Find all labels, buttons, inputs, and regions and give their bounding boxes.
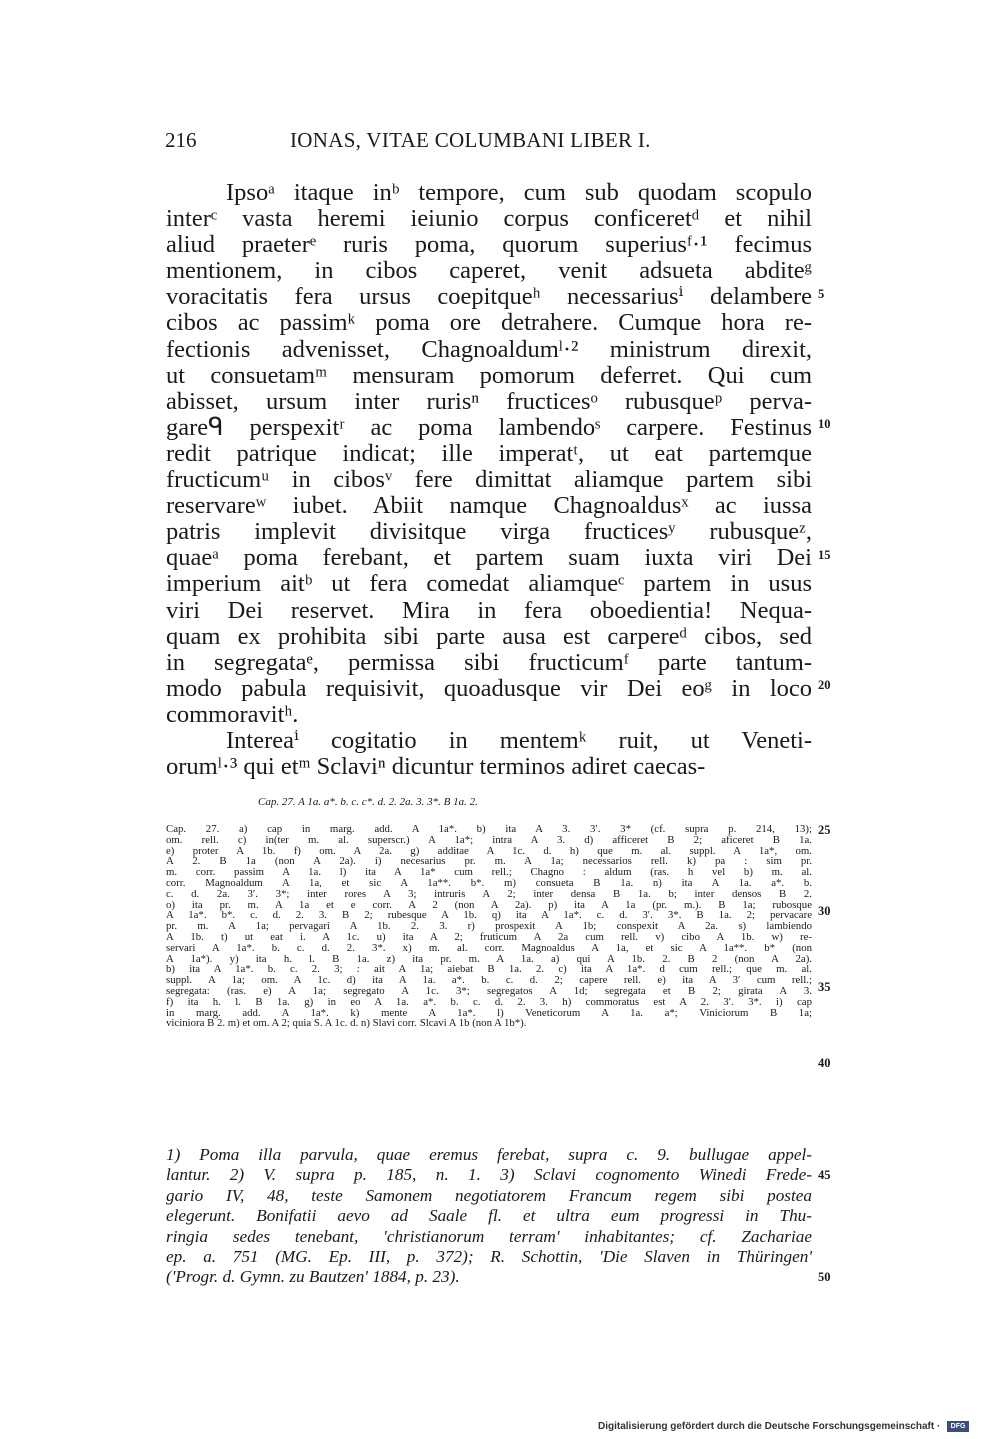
footnote-line: ringia sedes tenebant, 'christianorum terram' inhabitantes; cf. Zachariae xyxy=(166,1226,812,1246)
footnote-line: ep. a. 751 (MG. Ep. III, p. 372); R. Schottin, 'Die Slaven in Thüringen' xyxy=(166,1246,812,1266)
main-line: ut consuetamᵐ mensuram pomorum deferret. Qui cum xyxy=(166,361,812,389)
main-line: Ipsoᵃ itaque inᵇ tempore, cum sub quodam scopulo xyxy=(226,179,812,206)
main-line: modo pabula requisivit, quoadusque vir Dei eoᵍ in loco xyxy=(166,674,812,702)
line-number: 20 xyxy=(818,678,831,692)
manuscript-sigla: Cap. 27. A 1a. a*. b. c. c*. d. 2. 2a. 3. 3*. B 1a. 2. xyxy=(258,796,478,808)
main-line: interᶜ vasta heremi ieiunio corpus conficeretᵈ et nihil xyxy=(166,205,812,233)
main-line: gareᑫ perspexitʳ ac poma lambendoˢ carpere. Festinus xyxy=(166,413,812,441)
apparatus-line: f) ita h. l. B 1a. g) in eo A 1a. a*. b. c. d. 2. 3. h) commoratus est A 2. 3′. 3*. i) cap xyxy=(166,995,812,1008)
main-text-block xyxy=(166,180,812,780)
line-number: 30 xyxy=(818,904,831,918)
apparatus-line: segregata: (ras. e) A 1a; segregato A 1c. 3*; segregatos A 1d; segregata et B 2; girata A 3. xyxy=(166,984,812,997)
apparatus-line: A 1b. t) ut eat i. A 1c. u) ita A 2; fruticum A 2a cum rell. v) cibo A 1b. w) re- xyxy=(166,930,812,943)
line-number: 35 xyxy=(818,980,831,994)
line-number: 15 xyxy=(818,548,831,562)
apparatus-line: A 2. B 1a (non A 2a). i) necesarius pr. m. A 1a; necessarios rell. k) pa : sim pr. xyxy=(166,855,812,868)
page-number: 216 xyxy=(165,128,197,152)
footnote-line: ('Progr. d. Gymn. zu Bautzen' 1884, p. 23). xyxy=(166,1267,460,1287)
apparatus-line: pr. m. A 1a; pervagari A 1b. 2. 3. r) prospexit A 1b; conspexit A 2a. s) lambiendo xyxy=(166,920,812,933)
line-number: 25 xyxy=(818,823,831,837)
main-line: viri Dei reservet. Mira in fera oboedientia! Nequa- xyxy=(166,596,812,624)
main-line: aliud praeterᵉ ruris poma, quorum superiusᶠ·¹ fecimus xyxy=(166,231,812,259)
apparatus-line: suppl. A 1a; om. A 1c. d) ita A 1a. a*. b. c. d. 2; capere rell. e) ita A 3′ cum rell.; xyxy=(166,974,812,987)
apparatus-line: corr. Magnoaldum A 1a, et sic A 1a**. b*. m) consueta B 1a. n) ita A 1a. a*. b. xyxy=(166,876,812,889)
footnote-line: elegerunt. Bonifatii aevo ad Saale fl. et ultra eum progressi in Thu- xyxy=(166,1206,812,1226)
apparatus-line: viciniora B 2. m) et om. A 2; quia S. A 1c. d. n) Slavi corr. Slcavi A 1b (non A 1b*). xyxy=(166,1017,527,1030)
main-line: imperium aitᵇ ut fera comedat aliamqueᶜ partem in usus xyxy=(166,570,812,598)
apparatus-line: b) ita A 1a*. b. c. 2. 3; : ait A 1a; aiebat B 1a. 2. c) ita A 1a*. d cum rell.; que m. al. xyxy=(166,963,812,976)
apparatus-line: in marg. add. A 1a*. k) mente A 1a*. l) Veneticorum A 1a. a*; Viniciorum B 1a; xyxy=(166,1006,812,1019)
main-line: quam ex prohibita sibi parte ausa est carpereᵈ cibos, sed xyxy=(166,622,812,650)
apparatus-line: e) proter A 1b. f) om. A 2a. g) additae A 1c. d. h) que m. al. suppl. A 1a*, om. xyxy=(166,844,812,857)
main-line: cibos ac passimᵏ poma ore detrahere. Cumque hora re- xyxy=(166,309,812,337)
main-line: quaeᵃ poma ferebant, et partem suam iuxta viri Dei xyxy=(166,544,812,572)
line-number: 5 xyxy=(818,287,825,301)
apparatus-line: m. corr. passim A 1a. l) ita A 1a* cum rell.; Chagno : aldum (ras. h vel b) m. al. xyxy=(166,866,812,879)
main-line: mentionem, in cibos caperet, venit adsueta abditeᵍ xyxy=(166,257,812,285)
main-line: orumˡ·³ qui etᵐ Sclaviⁿ dicuntur terminos adiret caecas- xyxy=(166,753,706,781)
main-line: voracitatis fera ursus coepitqueʰ necessariusⁱ delambere xyxy=(166,283,812,311)
credit-text: Digitalisierung gefördert durch die Deutsche Forschungsgemeinschaft · xyxy=(598,1421,941,1433)
digitization-credit xyxy=(598,1421,969,1432)
line-number: 45 xyxy=(818,1168,831,1182)
main-line: redit patrique indicat; ille imperatᵗ, ut eat partemque xyxy=(166,439,812,467)
page-header xyxy=(165,128,815,162)
main-line: abisset, ursum inter rurisⁿ fructicesᵒ rubusqueᵖ perva- xyxy=(166,387,812,415)
line-number: 40 xyxy=(818,1056,831,1070)
main-line: commoravitʰ. xyxy=(166,700,299,728)
line-number: 50 xyxy=(818,1270,831,1284)
apparatus-line: A 1a*). y) ita h. l. B 1a. z) ita pr. m. A 1a. a) qui A 1b. 2. B 2 (non A 2a). xyxy=(166,952,812,965)
footnote-line: 1) Poma illa parvula, quae eremus ferebat, supra c. 9. bullugae appel- xyxy=(166,1145,812,1164)
dfg-logo-icon: DFG xyxy=(947,1421,969,1432)
critical-apparatus xyxy=(166,824,812,1029)
footnote-line: lantur. 2) V. supra p. 185, n. 1. 3) Sclavi cognomento Winedi Frede- xyxy=(166,1165,812,1185)
main-line: in segregataᵉ, permissa sibi fructicumᶠ parte tantum- xyxy=(166,648,812,676)
apparatus-line: A 1a*. b*. c. d. 2. 3. B 2; rubesque A 1b. q) ita A 1a*. c. d. 3′. 3*. B 1a. 2; pervacare xyxy=(166,909,812,922)
main-line: fectionis advenisset, Chagnoaldumˡ·² ministrum direxit, xyxy=(166,335,812,363)
main-line: reservareʷ iubet. Abiit namque Chagnoaldusˣ ac iussa xyxy=(166,492,812,520)
apparatus-line: c. d. 2a. 3′. 3*; inter rores A 3; intruris A 2; inter densa B 1a. b; inter densos B 2. xyxy=(166,887,812,900)
apparatus-line: om. rell. c) in(ter m. al. superscr.) A 1a*; intra A 3. d) afficeret B 2; aficeret B 1a. xyxy=(166,833,812,846)
footnote-line: gario IV, 48, teste Samonem negotiatorem Francum regem sibi postea xyxy=(166,1185,812,1205)
main-line: fructicumᵘ in cibosᵛ fere dimittat aliamque partem sibi xyxy=(166,466,812,494)
apparatus-line: servari A 1a*. b. c. d. 2. 3*. x) m. al. corr. Magnoaldus A 1a, et sic A 1a**. b* (non xyxy=(166,941,812,954)
footnotes xyxy=(166,1145,812,1288)
apparatus-line: o) ita pr. m. A 1a et e corr. A 2 (non A 2a). p) ita A 1a (pr. m.). B 1a; rubosque xyxy=(166,898,812,911)
apparatus-line: Cap. 27. a) cap in marg. add. A 1a*. b) ita A 3. 3′. 3* (cf. supra p. 214, 13); xyxy=(166,823,812,835)
main-line: Intereaⁱ cogitatio in mentemᵏ ruit, ut Veneti- xyxy=(226,726,812,754)
line-number: 10 xyxy=(818,417,831,431)
running-title: IONAS, VITAE COLUMBANI LIBER I. xyxy=(290,128,651,152)
main-line: patris implevit divisitque virga fructicesʸ rubusqueᶻ, xyxy=(166,518,812,546)
